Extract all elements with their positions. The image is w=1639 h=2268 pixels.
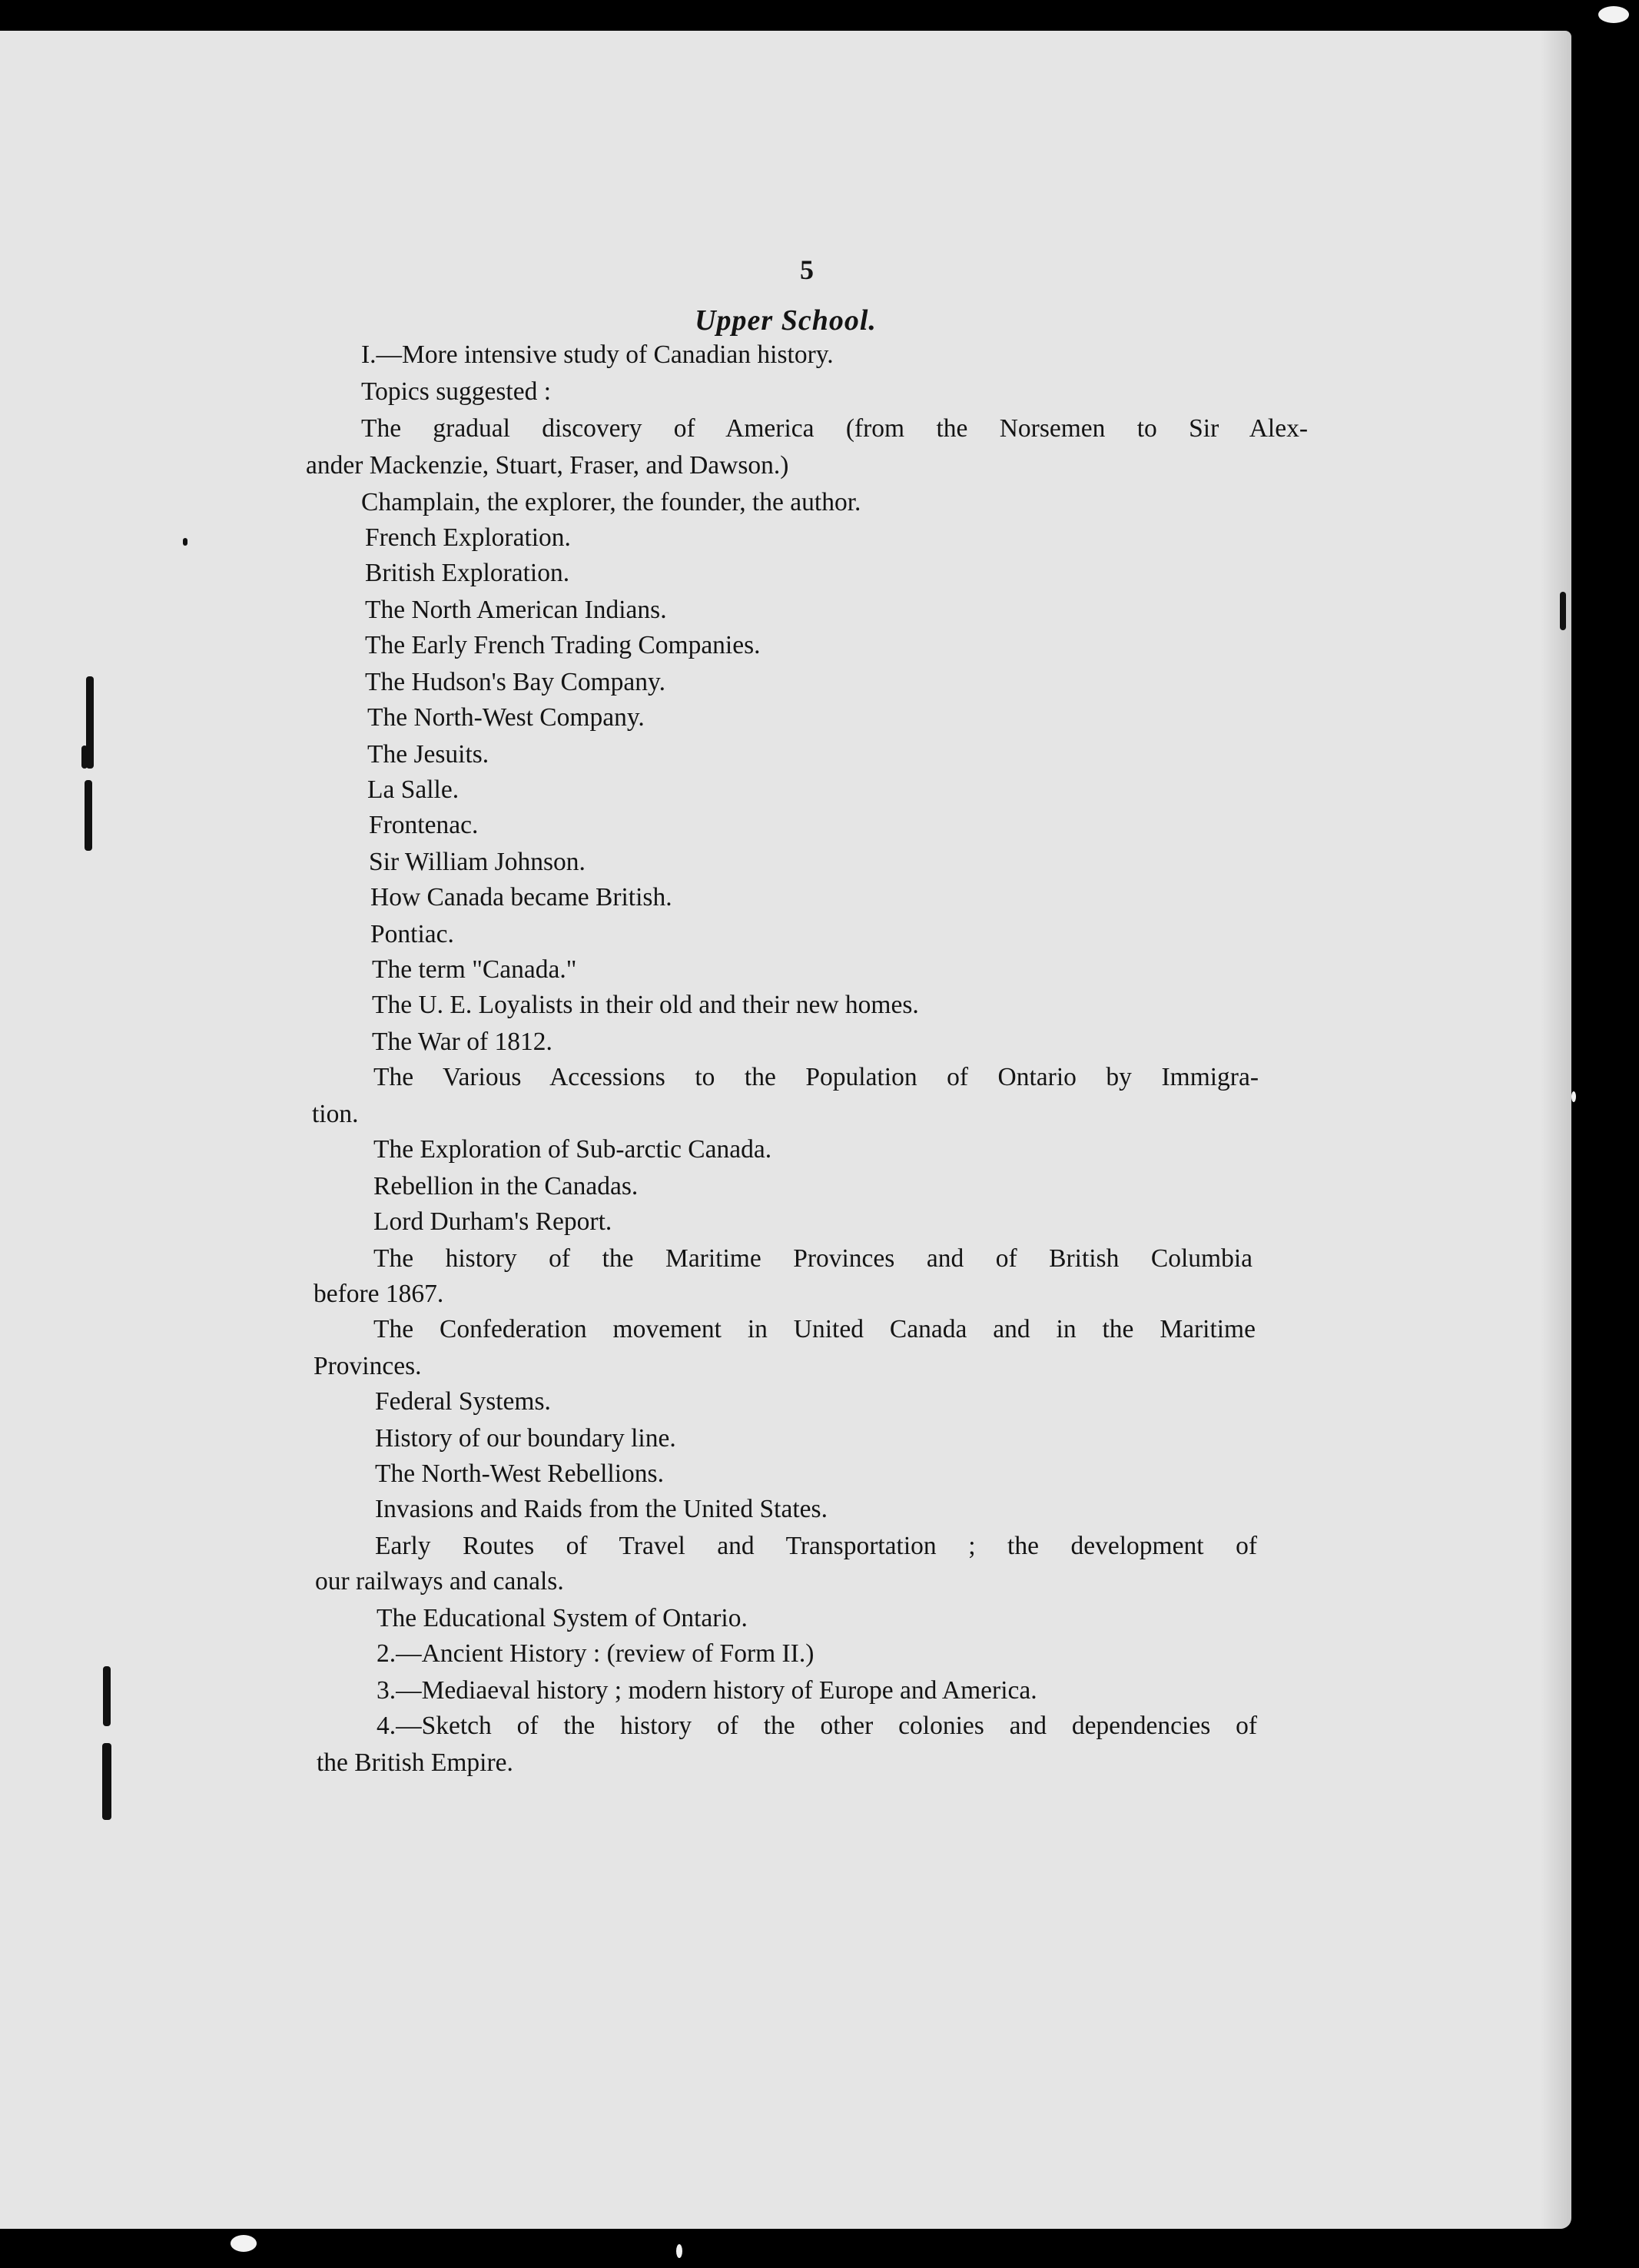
text-line: Sir William Johnson. [369,848,586,876]
text-line: The Exploration of Sub-arctic Canada. [373,1135,772,1164]
text-line: The gradual discovery of America (from the Norsemen to Sir Alex- [361,414,1308,443]
text-line: 2.—Ancient History : (review of Form II.) [377,1639,815,1668]
scan-speck [1571,1091,1576,1102]
text-line: Federal Systems. [375,1387,551,1416]
text-line: Lord Durham's Report. [373,1207,612,1236]
binding-mark-low-2 [102,1743,111,1820]
page-number: 5 [800,254,814,285]
text-line: The North American Indians. [365,596,667,624]
text-line: The North-West Company. [367,703,645,732]
text-line: our railways and canals. [315,1567,564,1596]
section-title: Upper School. [695,304,877,337]
text-line: The history of the Maritime Provinces and of British Columbia [373,1244,1252,1273]
book-page [0,31,1571,2229]
text-line: French Exploration. [365,523,571,552]
text-line: ander Mackenzie, Stuart, Fraser, and Dawson.) [306,451,789,480]
text-line: Champlain, the explorer, the founder, the author. [361,488,861,516]
binding-mark-top-2 [81,745,88,769]
text-line: before 1867. [314,1280,444,1308]
text-line: La Salle. [367,775,460,804]
text-line: The U. E. Loyalists in their old and their new homes. [372,991,919,1019]
text-line: I.—More intensive study of Canadian history. [361,340,834,369]
page-edge-shadow [1541,31,1571,2229]
text-line: How Canada became British. [370,883,672,912]
scan-speck [676,2244,682,2258]
text-line: The Confederation movement in United Canada and in the Maritime [373,1315,1256,1343]
text-line: The Hudson's Bay Company. [365,668,665,696]
text-line: The War of 1812. [372,1028,552,1056]
text-line: The North-West Rebellions. [375,1459,664,1488]
text-line: Provinces. [314,1352,422,1380]
scan-speck [1598,6,1629,23]
text-line: The Jesuits. [367,740,489,769]
text-line: British Exploration. [365,559,570,587]
text-line: the British Empire. [317,1748,513,1777]
text-line: The Various Accessions to the Population of Ontario by Immigra- [373,1063,1259,1091]
text-line: The Early French Trading Companies. [365,631,761,659]
text-line: Frontenac. [369,811,479,839]
text-line: Pontiac. [370,920,454,948]
binding-mark-low-1 [103,1666,111,1726]
binding-mark-mid [85,780,92,851]
text-line: Invasions and Raids from the United States. [375,1495,828,1523]
scan-speck [231,2235,257,2252]
text-line: tion. [312,1100,359,1128]
text-line: 4.—Sketch of the history of the other colonies and dependencies of [377,1712,1257,1740]
text-line: Rebellion in the Canadas. [373,1172,639,1200]
edge-tick [1560,592,1566,630]
text-line: The Educational System of Ontario. [377,1604,748,1632]
text-line: Early Routes of Travel and Transportation ; the development of [375,1532,1257,1560]
text-line: History of our boundary line. [375,1424,676,1453]
text-line: Topics suggested : [361,377,552,406]
text-line: The term "Canada." [372,955,577,984]
margin-dot [183,538,187,546]
text-line: 3.—Mediaeval history ; modern history of Europe and America. [377,1676,1037,1705]
